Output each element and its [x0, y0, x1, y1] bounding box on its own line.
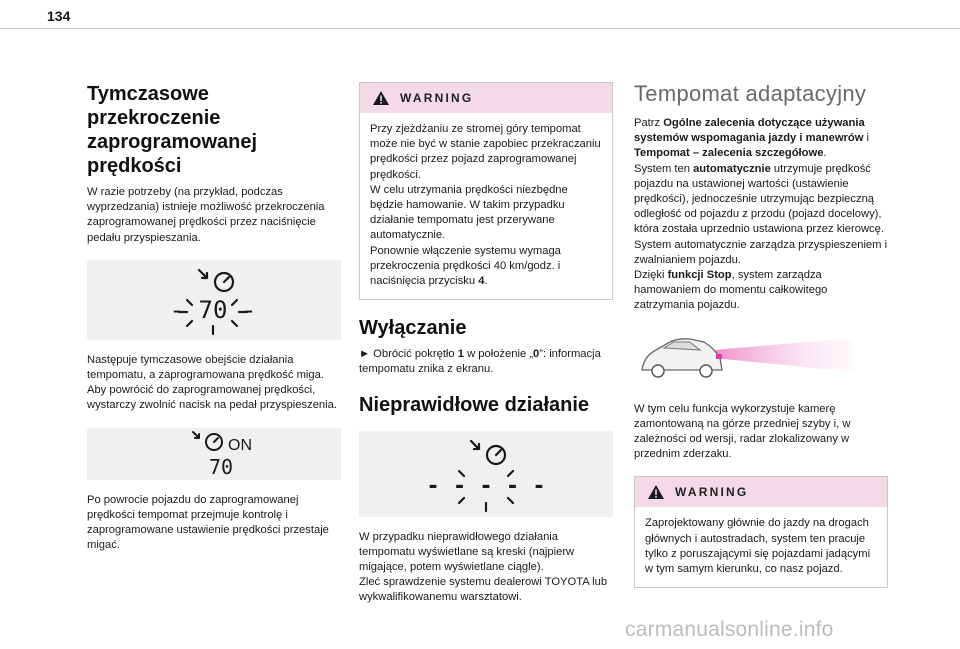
top-rule [0, 28, 960, 29]
warning-paragraph-1: Zaprojektowany głównie do jazdy na drogach głównych i autostradach, system ten pracuje tylko z poruszającymi się pojazdami jadącymi w tym samym kierunku, co nasz pojazd. [645, 517, 871, 576]
warning-paragraph-3 [370, 244, 602, 290]
speedometer-blinking-icon [87, 260, 341, 340]
on-label: ON [228, 436, 252, 454]
set-speed-digits: 70 [209, 454, 234, 479]
warning-paragraph-2: W celu utrzymania prędkości niezbędne będzie hamowanie. W takim przypadku działanie tempomatu jest przerywane automatycznie. [370, 183, 568, 242]
malfunction-paragraph-1: W przypadku nieprawidłowego działania tempomatu wyświetlane są kreski (najpierw migające, potem wyświetlane ciągle). [359, 530, 575, 574]
malfunction-paragraph-2: Zleć sprawdzenie systemu dealerowi TOYOTA lub wykwalifikowanemu warsztatowi. [359, 576, 608, 604]
dial-position: 0 [533, 348, 540, 361]
warning-title: WARNING [400, 91, 474, 105]
warning-box-roads [634, 476, 888, 588]
warning-body [635, 507, 887, 587]
text-run: utrzymuje prędkość pojazdu na ustawionej wartości (ustawienie prędkości), jednocześnie utrzymując bezpieczną odległość od pojazdu z przodu (pojazd docelowy), która została uprzednio ustawiona przez kierowcę. System automatycznie zarządza przyspieszeniem i zwalnianiem pojazdu. [634, 162, 888, 266]
figure-speed-on [87, 428, 341, 480]
speedometer-on-icon [87, 428, 341, 480]
fault-dashes: - - - - - [426, 473, 546, 499]
override-paragraph-3: Po powrocie pojazdu do zaprogramowanej prędkości tempomat przejmuje kontrolę i zaprogramowane ustawienie prędkości przestaje migać. [87, 493, 329, 552]
title-line-1: Tymczasowe przekroczenie [87, 83, 221, 129]
override-paragraph-1: W razie potrzeby (na przykład, podczas wyprzedzania) istnieje możliwość przekroczenia zaprogramowanej prędkości przez naciśnięcie pedału przyspieszania. [87, 186, 325, 244]
switch-off-paragraph [359, 347, 613, 377]
section-title-adaptive-cruise: Tempomat adaptacyjny [634, 81, 867, 106]
warning-triangle-icon [372, 90, 390, 106]
speedometer-fault-icon [359, 431, 613, 517]
warning-title: WARNING [675, 485, 749, 500]
text-run: ► Obrócić pokrętło [359, 348, 458, 361]
figure-malfunction [359, 431, 613, 517]
warning-triangle-icon [647, 484, 665, 500]
figure-car-radar [634, 328, 888, 388]
emphasis: funkcji Stop [667, 269, 732, 282]
adaptive-paragraph-1 [634, 116, 888, 162]
column-3 [634, 82, 888, 604]
column-1 [87, 82, 341, 553]
figure-speed-blinking [87, 260, 341, 340]
section-title-temporary-override [87, 82, 341, 178]
blinking-speed-digits: - 70 - [169, 295, 257, 324]
adaptive-paragraph-4: W tym celu funkcja wykorzystuje kamerę zamontowaną na górze przedniej szyby i, w zależności od wersji, radar zlokalizowany w przednim zderzaku. [634, 402, 851, 461]
column-2 [359, 82, 613, 606]
emphasis: automatycznie [693, 162, 771, 175]
car-with-radar-beam-icon [634, 328, 888, 388]
watermark-site: carmanualsonline.info [625, 618, 834, 641]
text-run: w położenie „ [463, 348, 534, 361]
page-number: 134 [47, 8, 71, 24]
button-number: 4 [478, 275, 485, 288]
warning-box-downhill [359, 82, 613, 300]
dial-number: 1 [457, 348, 464, 361]
reference-general: Ogólne zalecenia dotyczące używania systemów wspomagania jazdy i manewrów [634, 117, 865, 145]
warning-body [360, 113, 612, 299]
override-paragraph-2: Następuje tymczasowe obejście działania tempomatu, a zaprogramowana prędkość miga. Aby powrócić do zaprogramowanej prędkości, wystarczy zwolnić nacisk na pedał przyspieszenia. [87, 353, 337, 412]
section-title-switch-off: Wyłączanie [359, 317, 467, 340]
adaptive-paragraph-2 [634, 162, 888, 268]
warning-header [635, 477, 887, 507]
warning-paragraph-1: Przy zjeżdżaniu ze stromej góry tempomat może nie być w stanie zapobiec przekraczaniu prędkości przez pojazd zaprogramowanej prędkości. [370, 123, 601, 181]
text-run: Dzięki [634, 269, 668, 282]
text-run: Patrz [634, 117, 664, 129]
text-run: . [484, 275, 488, 288]
text-run: i [863, 132, 870, 145]
title-line-2: zaprogramowanej prędkości [87, 131, 258, 177]
reference-specific: Tempomat – zalecenia szczegółowe [634, 147, 824, 160]
text-run: , system zarządza hamowaniem do momentu całkowitego zatrzymania pojazdu. [634, 269, 828, 312]
text-run: . [823, 147, 827, 160]
text-run: System ten [634, 162, 694, 175]
warning-header [360, 83, 612, 113]
section-title-malfunction: Nieprawidłowe działanie [359, 393, 590, 416]
text-run: Ponownie włączenie systemu wymaga przekroczenia prędkości 40 km/godz. i naciśnięcia przycisku [370, 244, 561, 288]
text-run: ”: informacja tempomatu znika z ekranu. [359, 348, 601, 376]
adaptive-paragraph-3 [634, 268, 888, 314]
